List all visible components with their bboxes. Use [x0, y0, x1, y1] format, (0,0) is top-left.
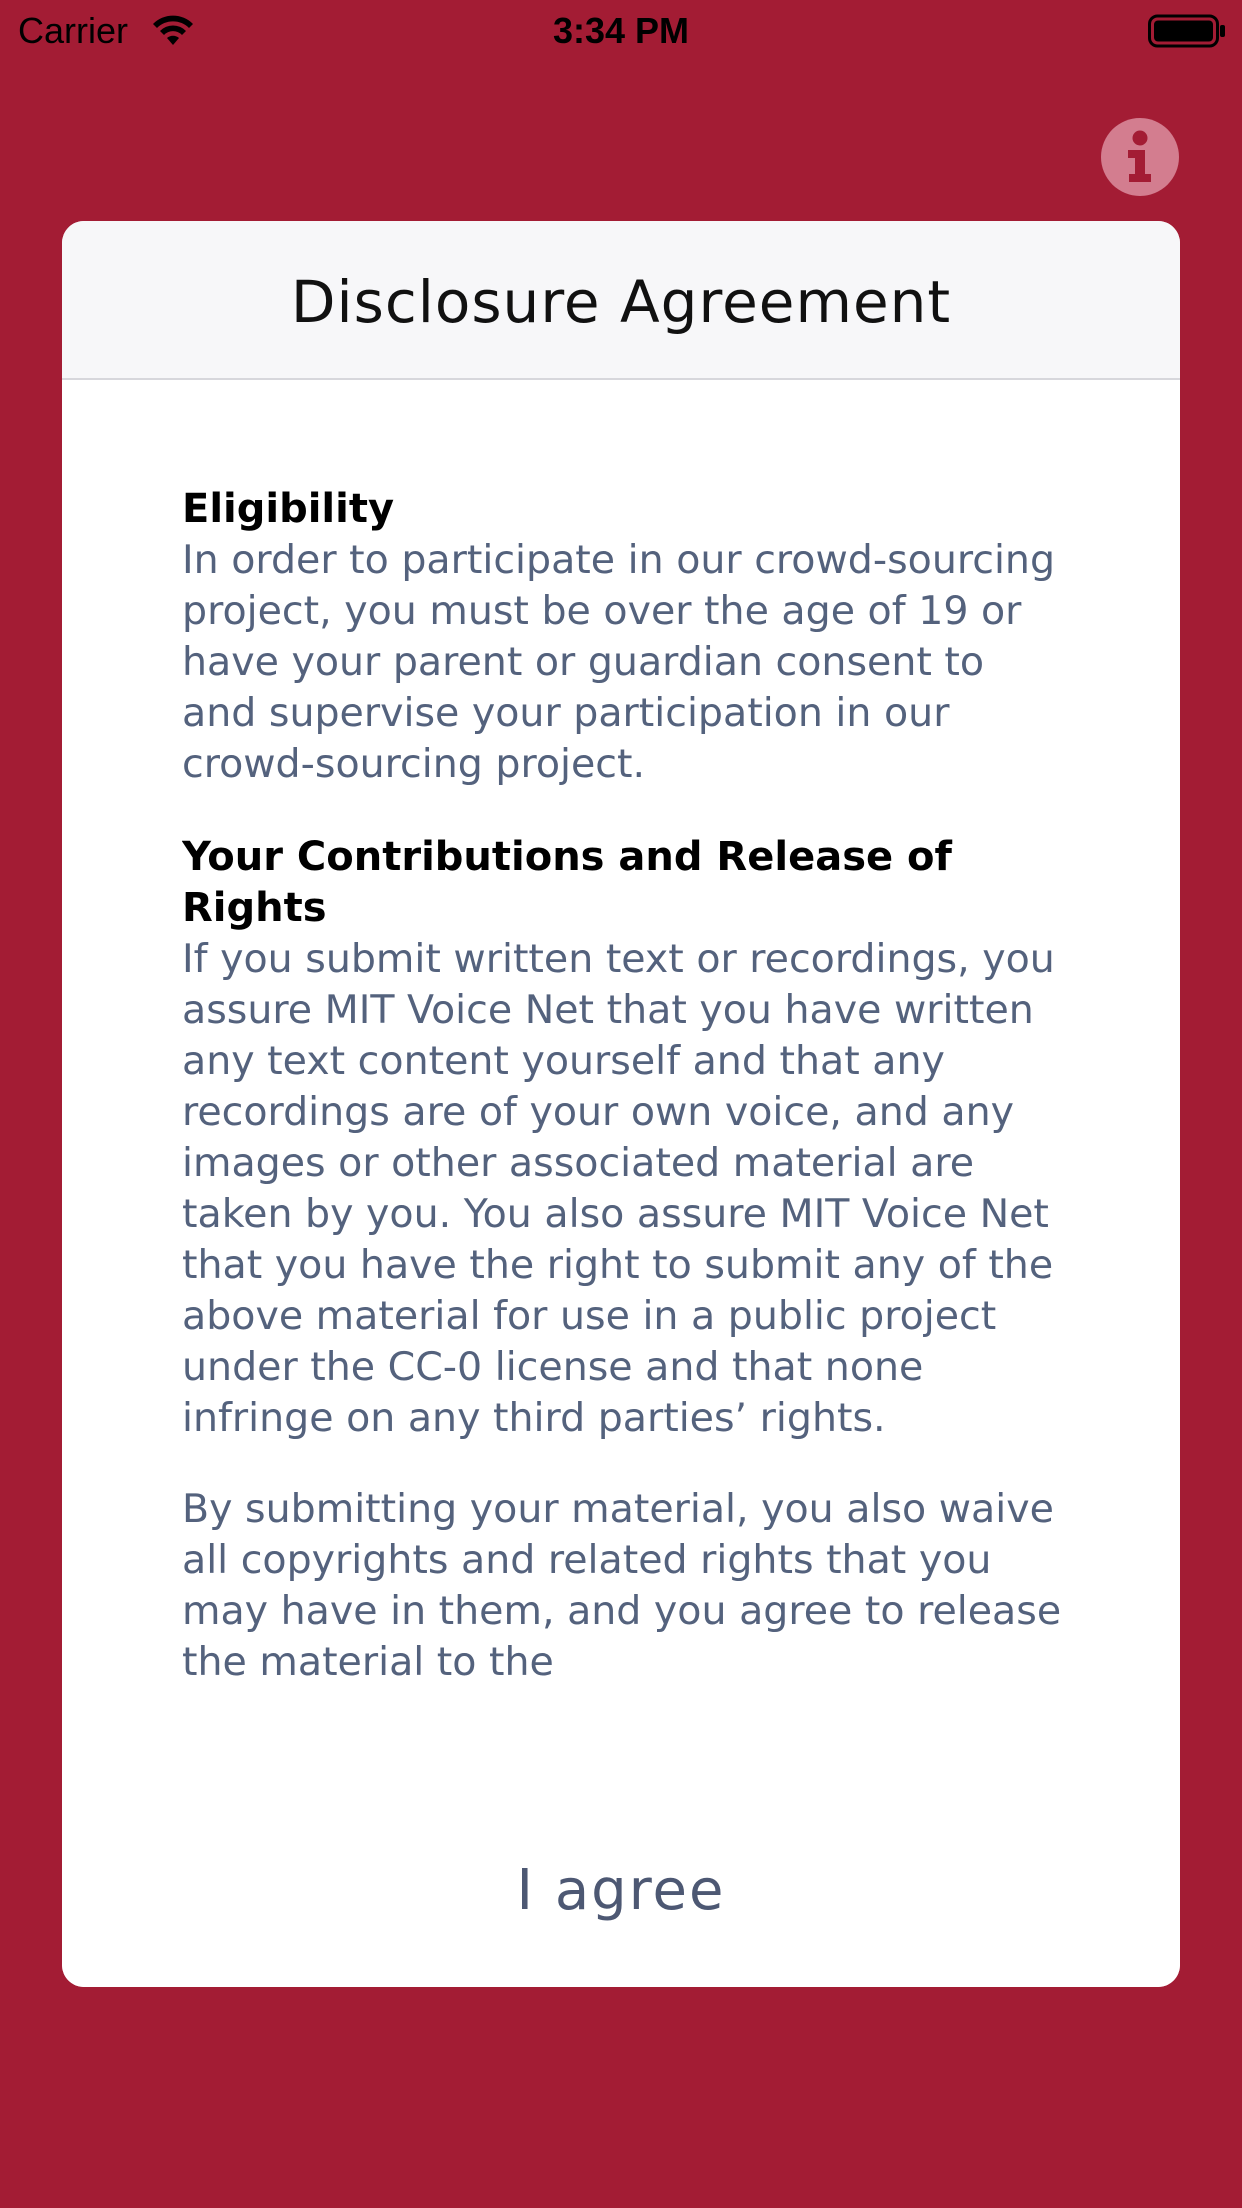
status-bar	[0, 0, 1242, 62]
waiver-paragraph: By submitting your material, you also waive all copyrights and related rights that you may have in them, and you agree to release the material to the	[182, 1486, 1062, 1685]
battery-icon	[1148, 14, 1226, 48]
status-time: 3:34 PM	[552, 10, 690, 51]
disclosure-dialog	[62, 221, 1180, 1987]
section-heading-eligibility: Eligibility	[182, 486, 395, 532]
agreement-text[interactable]	[182, 484, 1062, 1987]
dialog-header	[62, 221, 1180, 380]
info-icon	[1101, 118, 1179, 196]
info-button[interactable]	[1101, 118, 1179, 196]
agree-button[interactable]: I agree	[516, 1858, 726, 1923]
carrier-label: Carrier	[18, 10, 129, 51]
section-heading-contributions: Your Contributions and Release of Rights	[182, 834, 952, 931]
contributions-paragraph: If you submit written text or recordings, you assure MIT Voice Net that you have written any text content yourself and that any recordings are of your own voice, and any images or other associated material are taken by you. You also assure MIT Voice Net that you have the right to submit any of the above material for use in a public project under the CC-0 license and that none infringe on any third parties’ rights.	[182, 936, 1055, 1441]
dialog-title: Disclosure Agreement	[290, 268, 952, 336]
eligibility-paragraph: In order to participate in our crowd-sourcing project, you must be over the age of 19 or have your parent or guardian consent to and supervise your participation in our crowd-sourcing project.	[182, 537, 1056, 787]
